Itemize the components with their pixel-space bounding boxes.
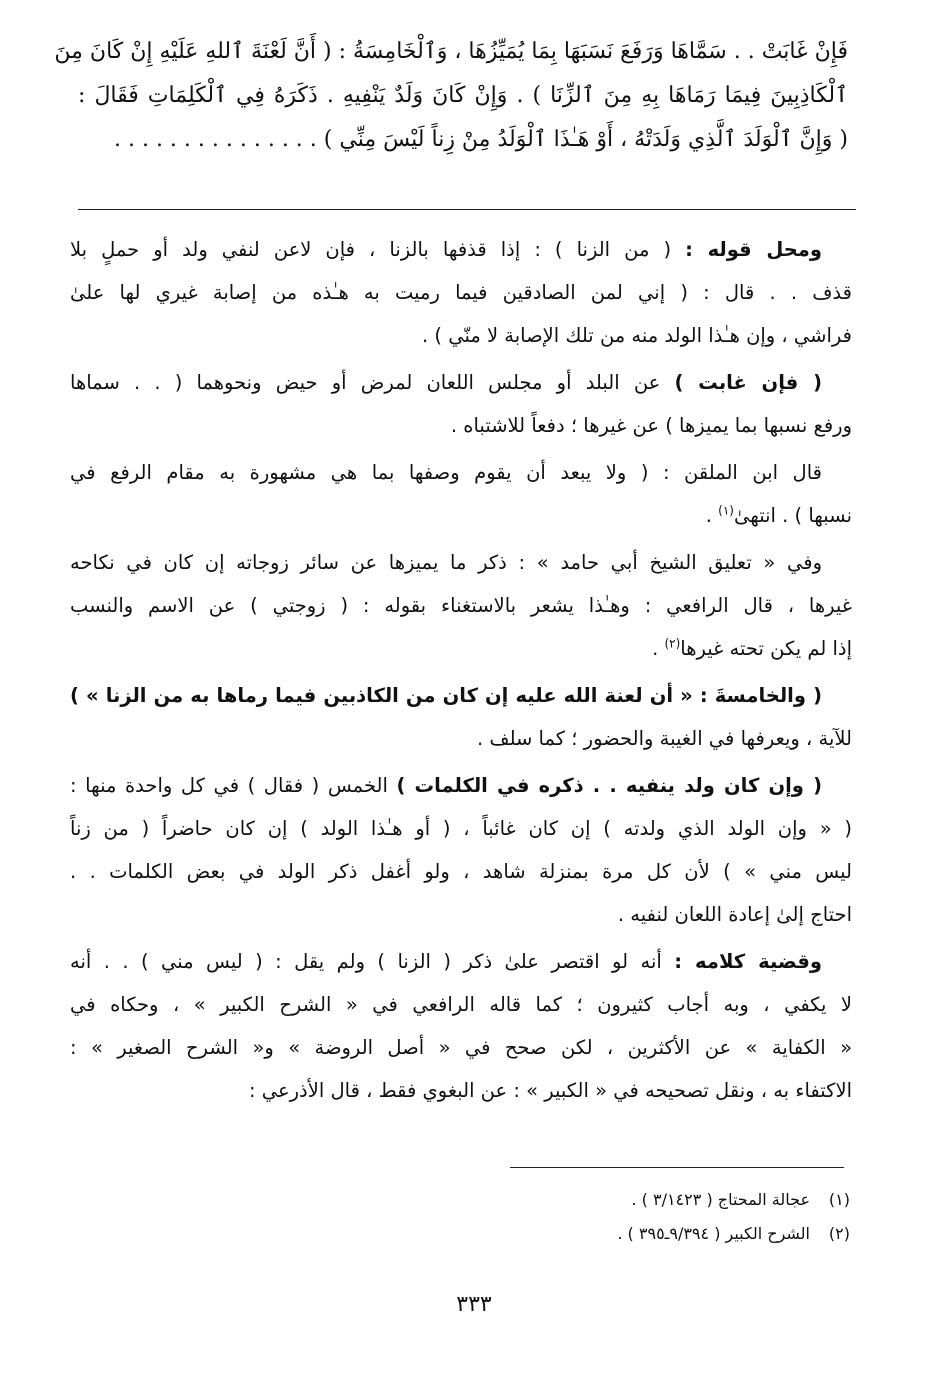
commentary-text: وفي « تعليق الشيخ أبي حامد » : ذكر ما يميزها عن سائر زوجاته إن كان في نكاحه [70, 551, 822, 574]
footnotes-block [300, 1183, 850, 1251]
commentary-line [70, 361, 852, 404]
quoted-matn-phrase: ( والخامسةَ : « أن لعنة الله عليه إن كان من الكاذبين فيما رماها به من الزنا » ) [70, 684, 822, 707]
footnote-marker[interactable]: (٢) [664, 636, 681, 651]
commentary-line [70, 807, 852, 850]
quoted-matn-phrase: ( فإن غابت ) [674, 371, 822, 394]
commentary-text: قال ابن الملقن : ( ولا يبعد أن يقوم وصفها بما هي مشهورة به مقام الرفع في [70, 461, 822, 484]
footnote-marker[interactable]: (١) [718, 503, 734, 518]
commentary-text: ليس مني » ) لأن كل مرة بمنزلة شاهد ، ولو أغفل ذكر الولد في بعض الكلمات . . [70, 860, 852, 883]
footnote-number: (١) [828, 1190, 850, 1209]
commentary-line [70, 228, 852, 271]
commentary-line [70, 451, 852, 494]
commentary-text: ( « وإن الولد الذي ولدته ) إن كان غائباً ، ( أو هـٰذا الولد ) إن كان حاضراً ( من زناً [70, 817, 852, 840]
commentary-line [70, 494, 852, 537]
footnote-text: عجالة المحتاج ( ٣/١٤٢٣ ) . [631, 1190, 810, 1209]
commentary-text: عن البلد أو مجلس اللعان لمرض أو حيض ونحوهما ( . . سماها [70, 371, 675, 394]
matn-separator-rule [78, 209, 856, 210]
quoted-matn-phrase: وقضية كلامه : [674, 950, 823, 973]
matn-line-3: ( وَإِنَّ ٱلْوَلَدَ ٱلَّذِي وَلَدَتْهُ ، أَوْ هَـٰذَا ٱلْوَلَدُ مِنْ زِناً لَيْسَ مِنِّي ) . . . . . . . . . . . . . . . [113, 127, 848, 152]
commentary-paragraph [70, 940, 852, 1112]
page-number: ٣٣٣ [456, 1292, 492, 1317]
commentary-line [70, 1069, 852, 1112]
quoted-matn-phrase: ومحل قوله : [685, 238, 822, 261]
matn-line-1: فَإِنْ غَابَتْ . . سَمَّاهَا وَرَفَعَ نَسَبَهَا بِمَا يُمَيِّزُهَا ، وَٱلْخَامِسَةُ : ( أَنَّ لَعْنَةَ ٱللهِ عَلَيْهِ إِنْ كَانَ مِنَ [54, 39, 848, 64]
commentary-block [70, 228, 852, 1116]
commentary-paragraph [70, 361, 852, 447]
commentary-line [70, 983, 852, 1026]
commentary-line [70, 541, 852, 584]
commentary-text: احتاج إلىٰ إعادة اللعان لنفيه . [617, 903, 852, 926]
commentary-text: قذف . . قال : ( إني لمن الصادقين فيما رميت به هـٰذه من إصابة غيري لها علىٰ [70, 281, 852, 304]
commentary-line [70, 893, 852, 936]
commentary-text: أنه لو اقتصر علىٰ ذكر ( الزنا ) ولم يقل : ( ليس مني ) . . أنه [70, 950, 675, 973]
commentary-line [70, 584, 852, 627]
commentary-text: ورفع نسبها بما يميزها ) عن غيرها ؛ دفعاً للاشتباه . [450, 414, 852, 437]
footnote-item [300, 1217, 850, 1251]
commentary-line [70, 764, 852, 807]
matn-text [54, 30, 848, 162]
quoted-matn-phrase: ( وإن كان ولد ينفيه . . ذكره في الكلمات ) [396, 774, 822, 797]
commentary-paragraph [70, 764, 852, 936]
commentary-line [70, 314, 852, 357]
commentary-line [70, 404, 852, 447]
commentary-line [70, 627, 852, 670]
commentary-line [70, 717, 852, 760]
commentary-tail: . [705, 504, 719, 527]
commentary-line [70, 940, 852, 983]
footnote-item [300, 1183, 850, 1217]
commentary-text: ( من الزنا ) : إذا قذفها بالزنا ، فإن لاعن لنفي ولد أو حملٍ بلا [70, 238, 686, 261]
commentary-text: الاكتفاء به ، ونقل تصحيحه في « الكبير » : عن البغوي فقط ، قال الأذرعي : [248, 1079, 852, 1102]
commentary-line [70, 1026, 852, 1069]
commentary-text: نسبها ) . انتهىٰ [733, 504, 852, 527]
commentary-tail: . [652, 637, 665, 660]
matn-line-2: ٱلْكَاذِبِينَ فِيمَا رَمَاهَا بِهِ مِنَ ٱلزِّنَا ) . وَإِنْ كَانَ وَلَدٌ يَنْفِيهِ . ذَكَرَهُ فِي ٱلْكَلِمَاتِ فَقَالَ : [78, 83, 848, 108]
footnote-text: الشرح الكبير ( ٩/٣٩٤ـ٣٩٥ ) . [617, 1224, 810, 1243]
commentary-line [70, 850, 852, 893]
footnote-separator-rule [510, 1167, 844, 1168]
footnote-number: (٢) [828, 1224, 850, 1243]
commentary-text: إذا لم يكن تحته غيرها [680, 637, 852, 660]
commentary-line [70, 674, 852, 717]
commentary-text: فراشي ، وإن هـٰذا الولد منه من تلك الإصابة لا منّي ) . [422, 324, 852, 347]
commentary-paragraph [70, 541, 852, 670]
matn-block [54, 30, 848, 162]
commentary-text: « الكفاية » عن الأكثرين ، لكن صحح في « أصل الروضة » و« الشرح الصغير » : [70, 1036, 852, 1059]
commentary-line [70, 271, 852, 314]
commentary-text: غيرها ، قال الرافعي : وهـٰذا يشعر بالاستغناء بقوله : ( زوجتي ) عن الاسم والنسب [70, 594, 852, 617]
commentary-paragraph [70, 228, 852, 357]
commentary-text: لا يكفي ، وبه أجاب كثيرون ؛ كما قاله الرافعي في « الشرح الكبير » ، وحكاه في [70, 993, 852, 1016]
commentary-paragraph [70, 674, 852, 760]
commentary-paragraph [70, 451, 852, 537]
commentary-text: الخمس ( فقال ) في كل واحدة منها : [70, 774, 397, 797]
commentary-text: للآية ، ويعرفها في الغيبة والحضور ؛ كما سلف . [476, 727, 852, 750]
